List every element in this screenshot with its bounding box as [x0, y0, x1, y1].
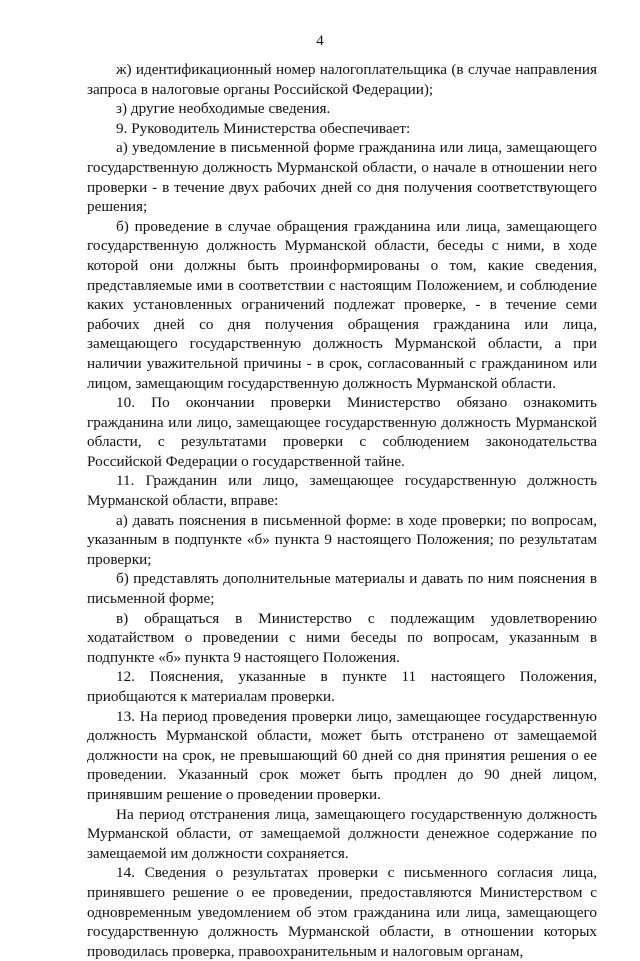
paragraph-clause-13-cont: На период отстранения лица, замещающего государственную должность Мурманской области, от замещаемой должности денежное содержание по замещаемой им должности сохраняется.	[87, 805, 597, 862]
paragraph-clause-14: 14. Сведения о результатах проверки с письменного согласия лица, принявшего решение о ее проведении, предоставляются Министерством с одновременным уведомлением об этом гражданина или лица, замещающего государственную должность Мурманской области, в отношении которых проводилась проверка, правоохранительным и налоговым органам,	[87, 864, 597, 960]
paragraph-clause-10: 10. По окончании проверки Министерство обязано ознакомить гражданина или лицо, замещающее государственную должность Мурманской области, с результатами проверки с соблюдением законодательства Российской Федерации о государственной тайне.	[87, 394, 597, 470]
paragraph-clause-11v: в) обращаться в Министерство с подлежащим удовлетворению ходатайством о проведении с ними беседы по вопросам, указанным в подпункте «б» пункта 9 настоящего Положения.	[87, 609, 597, 666]
paragraph-clause-9: 9. Руководитель Министерства обеспечивает:	[116, 119, 411, 137]
paragraph-clause-9a: а) уведомление в письменной форме гражданина или лица, замещающего государственную должность Мурманской области, о начале в отношении него проверки - в течение двух рабочих дней со дня получения соответствующего решения;	[87, 139, 597, 216]
paragraph-clause-12: 12. Пояснения, указанные в пункте 11 настоящего Положения, приобщаются к материалам проверки.	[87, 668, 597, 705]
paragraph-item-z: з) другие необходимые сведения.	[116, 100, 331, 118]
paragraph-clause-9b: б) проведение в случае обращения гражданина или лица, замещающего государственную должность Мурманской области, беседы с ними, в ходе которой они должны быть проинформированы о том, какие сведения, представляемые ими в соответствии с настоящим Положением, и соблюдение каких установленных ограничений подлежат проверке, - в течение семи рабочих дней со дня получения обращения гражданина или лица, замещающего государственную должность Мурманской области, а при наличии уважительной причины - в срок, согласованный с гражданином или лицом, замещающим государственную должность Мурманской области.	[87, 217, 597, 392]
document-body	[87, 60, 597, 961]
paragraph-clause-11b: б) представлять дополнительные материалы и давать по ним пояснения в письменной форме;	[87, 570, 597, 608]
page-number: 4	[316, 33, 324, 49]
paragraph-clause-11: 11. Гражданин или лицо, замещающее государственную должность Мурманской области, вправе:	[87, 472, 597, 510]
paragraph-item-zh: ж) идентификационный номер налогоплательщика (в случае направления запроса в налоговые органы Российской Федерации);	[87, 61, 597, 98]
paragraph-clause-13: 13. На период проведения проверки лицо, замещающее государственную должность Мурманской области, может быть отстранено от замещаемой должности на срок, не превышающий 60 дней со дня принятия решения о ее проведении. Указанный срок может быть продлен до 90 дней лицом, принявшим решение о проведении проверки.	[87, 707, 597, 803]
paragraph-clause-11a: а) давать пояснения в письменной форме: в ходе проверки; по вопросам, указанным в подпункте «б» пункта 9 настоящего Положения; по результатам проверки;	[87, 511, 597, 568]
